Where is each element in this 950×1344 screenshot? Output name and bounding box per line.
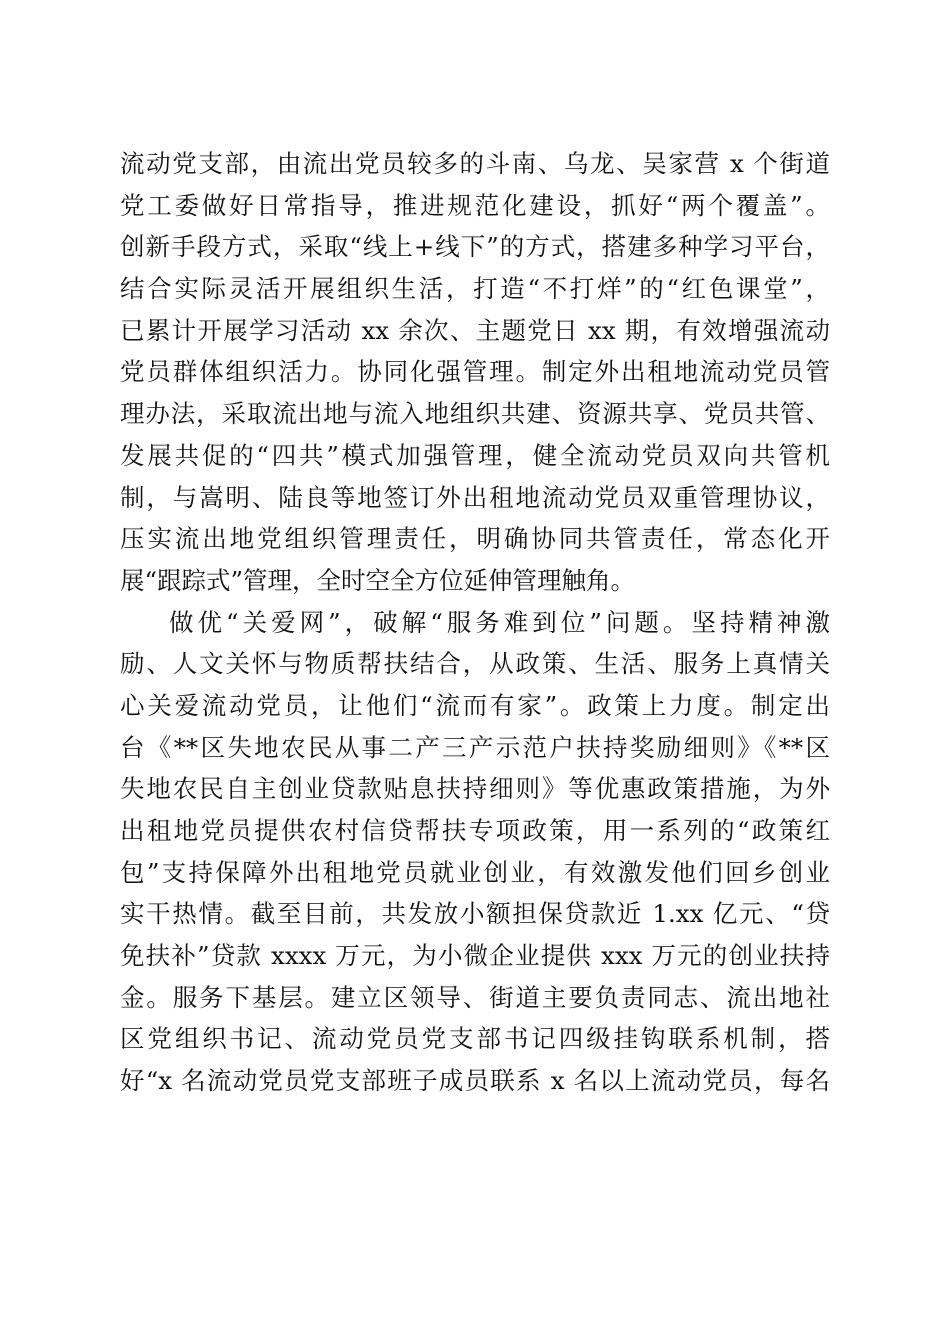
text-line-11: 展“跟踪式”管理，全时空全方位延伸管理触角。 [120, 565, 636, 595]
text-line-9: 制，与嵩明、陆良等地签订外出租地流动党员双重管理协议， [120, 482, 830, 512]
text-line-15: 台《**区失地农民从事二产三产示范户扶持奖励细则》《**区 [120, 732, 830, 762]
text-line-2: 党工委做好日常指导，推进规范化建设，抓好“两个覆盖”。 [120, 190, 830, 220]
text-line-8: 发展共促的“四共”模式加强管理，健全流动党员双向共管机 [120, 440, 830, 470]
text-line-1: 流动党支部，由流出党员较多的斗南、乌龙、吴家营 x 个街道 [120, 149, 830, 178]
text-line-20: 免扶补”贷款 xxxx 万元，为小微企业提供 xxx 万元的创业扶持 [120, 941, 830, 971]
text-line-14: 心关爱流动党员，让他们“流而有家”。政策上力度。制定出 [120, 690, 830, 720]
text-line-21: 金。服务下基层。建立区领导、街道主要负责同志、流出地社 [120, 982, 830, 1012]
text-line-3: 创新手段方式，采取“线上+线下”的方式，搭建多种学习平台， [120, 232, 830, 262]
text-line-13: 励、人文关怀与物质帮扶结合，从政策、生活、服务上真情关 [120, 649, 830, 679]
text-line-7: 理办法，采取流出地与流入地组织共建、资源共享、党员共管、 [120, 399, 830, 429]
text-line-17: 出租地党员提供农村信贷帮扶专项政策，用一系列的“政策红 [120, 816, 830, 845]
text-line-5: 已累计开展学习活动 xx 余次、主题党日 xx 期，有效增强流动 [120, 315, 830, 345]
text-line-23: 好“x 名流动党员党支部班子成员联系 x 名以上流动党员，每名 [120, 1066, 830, 1096]
text-line-19: 实干热情。截至目前，共发放小额担保贷款近 1.xx 亿元、“贷 [120, 899, 830, 929]
text-line-18: 包”支持保障外出租地党员就业创业，有效激发他们回乡创业 [120, 857, 830, 887]
text-line-6: 党员群体组织活力。协同化强管理。制定外出租地流动党员管 [120, 357, 830, 387]
body-text [120, 143, 830, 1102]
text-line-16: 失地农民自主创业贷款贴息扶持细则》等优惠政策措施，为外 [120, 774, 830, 804]
text-line-4: 结合实际灵活开展组织生活，打造“不打烊”的“红色课堂”， [120, 274, 830, 304]
text-line-22: 区党组织书记、流动党员党支部书记四级挂钩联系机制，搭 [120, 1024, 830, 1054]
text-line-12: 做优“关爱网”，破解“服务难到位”问题。坚持精神激 [169, 607, 830, 637]
text-line-10: 压实流出地党组织管理责任，明确协同共管责任，常态化开 [120, 524, 830, 554]
